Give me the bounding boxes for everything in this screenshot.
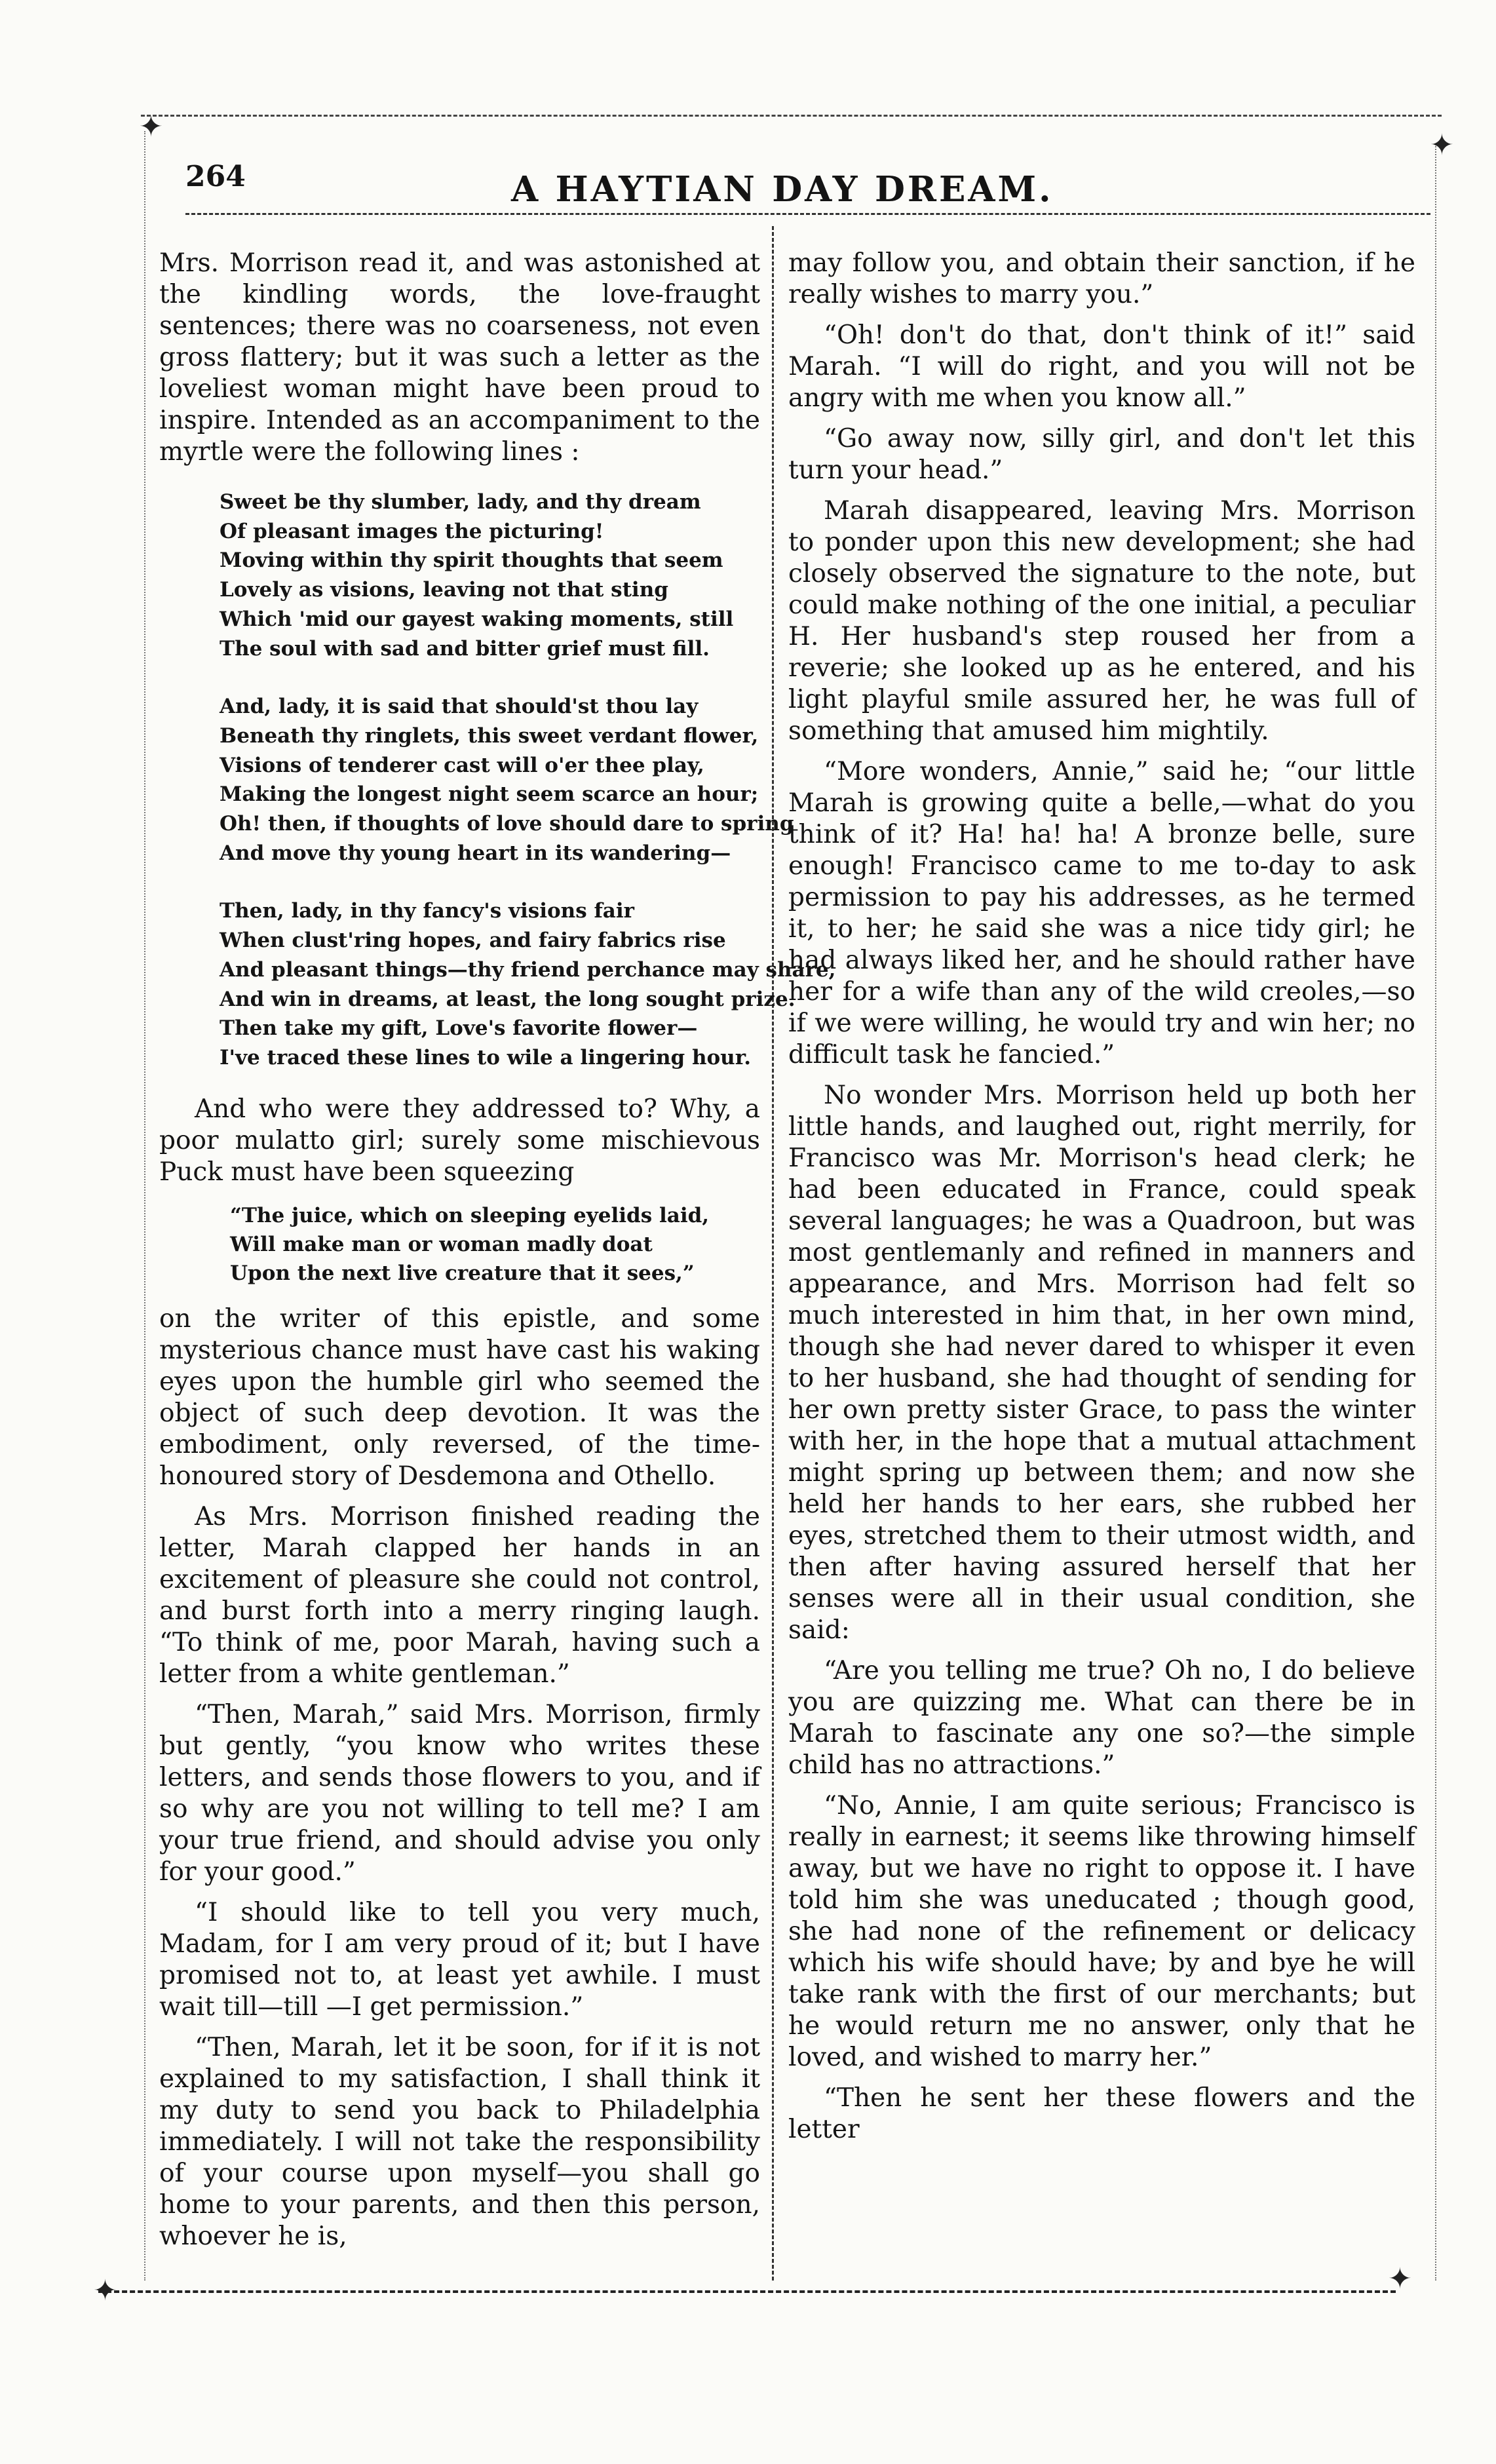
left-column bbox=[159, 248, 836, 2262]
paragraph: “Then, Marah, let it be soon, for if it is not explained to my satisfaction, I shall think it my duty to send you back to Philadelphia immediately. I will not take the responsibility of your course upon myself—you shall go home to your parents, and then this person, whoever he is, bbox=[159, 2032, 760, 2251]
bottom-border-rule bbox=[98, 2290, 1396, 2293]
paragraph: “I should like to tell you very much, Madam, for I am very proud of it; but I have promised not to, at least yet awhile. I must wait till—till —I get permission.” bbox=[159, 1897, 760, 2022]
poem-line: Making the longest night seem scarce an hour; bbox=[220, 782, 759, 807]
poem-line: Then, lady, in thy fancy's visions fair bbox=[220, 899, 634, 923]
running-head: A HAYTIAN DAY DREAM. bbox=[511, 169, 1054, 210]
paragraph: on the writer of this epistle, and some mysterious chance must have cast his waking eyes upon the humble girl who seemed the object of such deep devotion. It was the embodiment, only reversed, of the time-honoured story of Desdemona and Othello. bbox=[159, 1303, 760, 1491]
poem-stanza-1 bbox=[220, 488, 760, 663]
poem-line: Moving within thy spirit thoughts that seem bbox=[220, 549, 723, 573]
paragraph: “No, Annie, I am quite serious; Francisco is really in earnest; it seems like throwing himself away, but we have no right to oppose it. I have told him she was uneducated ; though good, she had none of the refinement or delicacy which his wife should have; by and bye he will take rank with the first of our merchants; but he would return me no answer, only that he loved, and wished to marry her.” bbox=[788, 1791, 1415, 2072]
poem-line: And pleasant things—thy friend perchance may share, bbox=[220, 957, 836, 982]
poem-line: When clust'ring hopes, and fairy fabrics rise bbox=[220, 929, 726, 953]
poem-line: Sweet be thy slumber, lady, and thy dream bbox=[220, 490, 701, 514]
corner-ornament-bottom-right: ✦ bbox=[1388, 2262, 1412, 2296]
page-number: 264 bbox=[185, 160, 246, 193]
quote-line: “The juice, which on sleeping eyelids laid, bbox=[230, 1203, 710, 1227]
poem-stanza-3 bbox=[220, 896, 836, 1072]
paragraph: As Mrs. Morrison finished reading the letter, Marah clapped her hands in an excitement of pleasure she could not control, and burst forth into a merry ringing laugh. “To think of me, poor Marah, having such a letter from a white gentleman.” bbox=[159, 1501, 760, 1689]
quote-line: Will make man or woman madly doat bbox=[230, 1232, 653, 1256]
poem-line: And, lady, it is said that should'st thou lay bbox=[220, 695, 699, 719]
poem-line: Of pleasant images the picturing! bbox=[220, 519, 604, 543]
paragraph: Mrs. Morrison read it, and was astonished at the kindling words, the love-fraught sentences; there was no coarseness, not even gross flattery; but it was such a letter as the loveliest woman might have been proud to inspire. Intended as an accompaniment to the myrtle were the following lines : bbox=[159, 248, 760, 467]
right-border-rule bbox=[1435, 144, 1436, 2281]
poem-line: Which 'mid our gayest waking moments, still bbox=[220, 607, 734, 631]
column-divider bbox=[772, 226, 774, 2281]
poem bbox=[220, 488, 836, 1073]
poem-line: And move thy young heart in its wandering— bbox=[220, 841, 731, 865]
quote-line: Upon the next live creature that it sees,” bbox=[230, 1261, 695, 1285]
paragraph: “Oh! don't do that, don't think of it!” said Marah. “I will do right, and you will not be angry with me when you know all.” bbox=[788, 320, 1415, 413]
right-column bbox=[788, 248, 1415, 2155]
paragraph: And who were they addressed to? Why, a poor mulatto girl; surely some mischievous Puck must have been squeezing bbox=[159, 1094, 760, 1187]
poem-line: Visions of tenderer cast will o'er thee play, bbox=[220, 753, 704, 777]
poem-line: The soul with sad and bitter grief must fill. bbox=[220, 636, 710, 661]
paragraph: “More wonders, Annie,” said he; “our little Marah is growing quite a belle,—what do you think of it? Ha! ha! ha! A bronze belle, sure enough! Francisco came to me to-day to ask permission to pay his addresses, as he termed it, to her; he said she was a nice tidy girl; he had always liked her, and he should rather have her for a wife than any of the wild creoles,—so if we were willing, he would try and win her; no difficult task he fancied.” bbox=[788, 757, 1415, 1069]
poem-line: Lovely as visions, leaving not that sting bbox=[220, 578, 668, 602]
poem-stanza-2 bbox=[220, 692, 794, 868]
header-rule bbox=[185, 213, 1430, 215]
corner-ornament-top-right: ✦ bbox=[1430, 128, 1454, 162]
poem-line: Beneath thy ringlets, this sweet verdant flower, bbox=[220, 723, 759, 748]
corner-ornament-top-left: ✦ bbox=[139, 110, 163, 144]
poem-line: Oh! then, if thoughts of love should dare to spring bbox=[220, 812, 794, 836]
top-border-rule bbox=[141, 115, 1442, 117]
paragraph: “Then he sent her these flowers and the letter bbox=[788, 2083, 1415, 2144]
left-border-rule bbox=[144, 131, 145, 2281]
poem-line: And win in dreams, at least, the long sought prize. bbox=[220, 987, 796, 1011]
paragraph: “Go away now, silly girl, and don't let this turn your head.” bbox=[788, 424, 1415, 485]
paragraph: “Then, Marah,” said Mrs. Morrison, firmly but gently, “you know who writes these letters, and sends those flowers to you, and if so why are you not willing to tell me? I am your true friend, and should advise you only for your good.” bbox=[159, 1699, 760, 1887]
paragraph: Marah disappeared, leaving Mrs. Morrison to ponder upon this new development; she had closely observed the signature to the note, but could make nothing of the one initial, a peculiar H. Her husband's step roused her from a reverie; she looked up as he entered, and his light playful smile assured her, he was full of something that amused him mightily. bbox=[788, 496, 1415, 746]
paragraph: may follow you, and obtain their sanction, if he really wishes to marry you.” bbox=[788, 248, 1415, 309]
quotation bbox=[230, 1201, 760, 1288]
paragraph: No wonder Mrs. Morrison held up both her little hands, and laughed out, right merrily, for Francisco was Mr. Morrison's head clerk; he had been educated in France, could speak several languages; he was a Quadroon, but was most gentlemanly and refined in manners and appearance, and Mrs. Morrison had felt so much interested in him that, in her own mind, though she had never dared to whisper it even to her husband, she had thought of sending for her own pretty sister Grace, to pass the winter with her, in the hope that a mutual attachment might spring up between them; and now she held her hands to her ears, she rubbed her eyes, stretched them to their utmost width, and then after having assured herself that her senses were all in their usual condition, she said: bbox=[788, 1081, 1415, 1645]
corner-ornament-bottom-left: ✦ bbox=[93, 2274, 117, 2307]
poem-line: I've traced these lines to wile a lingering hour. bbox=[220, 1045, 751, 1069]
poem-line: Then take my gift, Love's favorite flower— bbox=[220, 1016, 698, 1041]
paragraph: “Are you telling me true? Oh no, I do believe you are quizzing me. What can there be in Marah to fascinate any one so?—the simple child has no attractions.” bbox=[788, 1656, 1415, 1780]
